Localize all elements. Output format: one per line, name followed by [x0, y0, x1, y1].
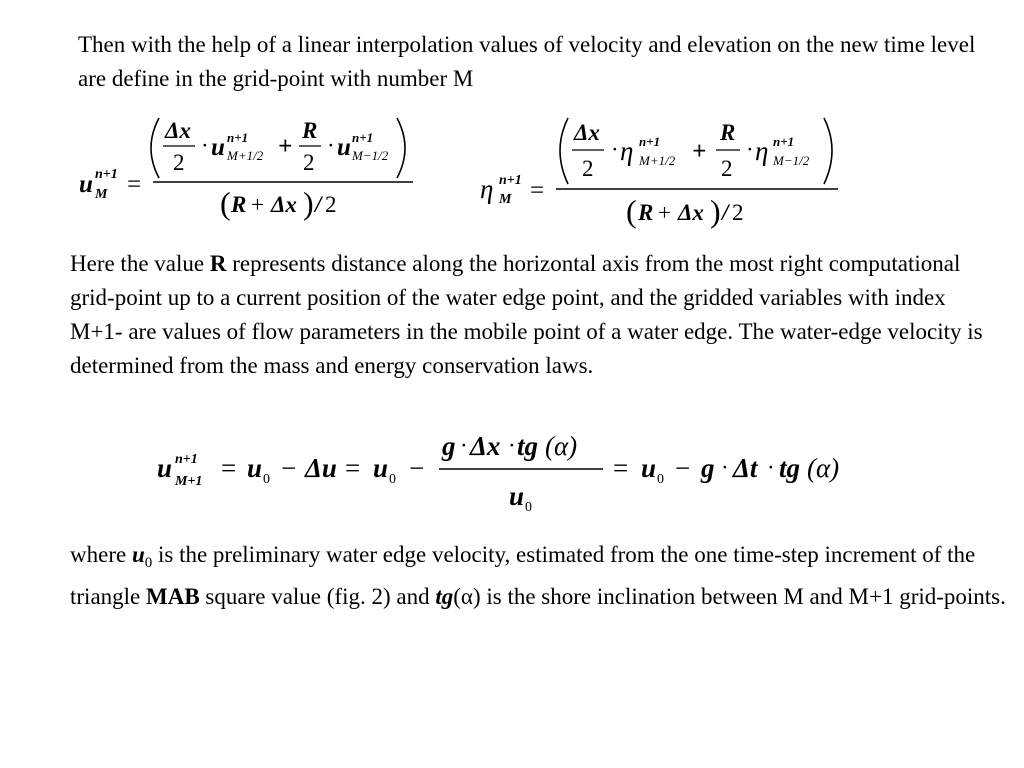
f2-dot-b: ·	[746, 137, 754, 162]
f3-dt: Δt	[733, 453, 758, 483]
p3-u0	[131, 542, 153, 571]
f1-den-R: R	[231, 192, 247, 217]
f2-two-a: 2	[582, 156, 594, 181]
f1-den-plus: +	[251, 192, 264, 217]
f2-eta-a: η	[620, 136, 634, 166]
f1-two-b: 2	[303, 150, 315, 175]
p3-tg: tg	[435, 584, 454, 609]
f3-den-u: u	[509, 481, 525, 511]
f1-sub-b: M−1/2	[352, 148, 389, 163]
f3-u0-c-sub: 0	[657, 472, 664, 487]
description-paragraph	[70, 247, 1000, 383]
p3-u0-letter: u	[131, 542, 145, 567]
f2-den-R: R	[638, 200, 654, 225]
f1-plus: +	[278, 133, 293, 160]
p3-bold-MAB: MAB	[146, 584, 200, 609]
p3-where: where	[70, 542, 132, 567]
f1-dot-b: ·	[327, 133, 335, 158]
intro-paragraph: Then with the help of a linear interpolation values of velocity and elevation on the new time level are define in the grid-point with number M	[78, 32, 976, 91]
f2-lhs-sub: M	[499, 192, 512, 207]
f1-den-rparen: )	[303, 185, 314, 221]
f2-den-plus: +	[658, 200, 671, 225]
f1-sub-a: M+1/2	[227, 148, 264, 163]
f3-g: g	[442, 431, 456, 461]
f1-dx: Δx	[165, 118, 191, 143]
f2-R: R	[720, 120, 736, 145]
f3-du: Δu	[305, 453, 337, 483]
where-paragraph	[70, 538, 1010, 614]
f3-u: u	[157, 453, 173, 483]
f2-eta-b: η	[755, 136, 769, 166]
f3-sup: n+1	[175, 452, 198, 467]
f3-dot-3: ·	[721, 455, 729, 480]
p3-alpha: (α)	[453, 584, 481, 609]
f2-sub-b: M−1/2	[773, 153, 810, 168]
f2-den-two: 2	[732, 200, 744, 225]
f2-plus: +	[692, 138, 707, 165]
f3-sub: M+1	[175, 474, 203, 489]
f3-g-2: g	[701, 453, 715, 483]
p2-text-a: Here the value	[70, 251, 210, 276]
f3-tg: tg	[517, 431, 539, 461]
f3-alpha: (α)	[545, 431, 578, 461]
p3-text-c: is the shore inclination between M and M+1 grid-points.	[480, 584, 1006, 609]
f1-den-lparen: (	[220, 185, 231, 221]
f3-eq-3: =	[613, 453, 629, 483]
f2-left-paren	[560, 118, 568, 184]
f1-two-a: 2	[173, 150, 185, 175]
f1-dot-a: ·	[201, 133, 209, 158]
f1-den-slash: /	[315, 192, 322, 217]
f2-den-dx: Δx	[678, 200, 704, 225]
f1-left-paren	[151, 118, 159, 178]
f2-sup-b: n+1	[773, 134, 795, 149]
f3-dot-1: ·	[460, 433, 468, 458]
p3-text-a: is the preliminary water edge velocity, estimated from the one time-step increment of the triangle	[70, 542, 976, 609]
f1-equals: =	[127, 171, 142, 198]
f3-dot-4: ·	[767, 455, 775, 480]
f2-sup-a: n+1	[639, 134, 661, 149]
formula-water-edge-velocity	[155, 425, 875, 525]
p2-text-b: represents distance along the horizontal axis from the most right computational grid-point up to a current position of the water edge point, and the gridded variables with index M+1- are values of flow parameters in the mobile point of a water edge. The water-edge velocity is determined from the mass and energy conservation laws.	[70, 251, 983, 378]
f3-u0-a: u	[247, 453, 263, 483]
f2-den-lparen: (	[626, 193, 637, 229]
f3-minus-2: −	[409, 453, 425, 483]
f1-sup-a: n+1	[227, 130, 249, 145]
f1-lhs-u: u	[79, 171, 93, 198]
f3-dx: Δx	[470, 431, 501, 461]
f3-u0-b: u	[373, 453, 389, 483]
f3-dot-2: ·	[508, 433, 516, 458]
f2-two-b: 2	[721, 156, 733, 181]
f1-right-paren	[397, 118, 405, 178]
p3-u0-sub: 0	[144, 555, 153, 571]
f2-dx: Δx	[574, 120, 600, 145]
f2-lhs-eta: η	[480, 174, 494, 204]
f3-minus-1: −	[281, 453, 297, 483]
p2-bold-R: R	[209, 251, 227, 276]
f1-sup-b: n+1	[352, 130, 374, 145]
f2-equals: =	[530, 177, 545, 204]
f2-den-slash: /	[722, 200, 729, 225]
f1-u-b: u	[337, 134, 351, 161]
f3-den-u-sub: 0	[525, 500, 532, 515]
f1-den-two: 2	[325, 192, 337, 217]
f3-u0-c: u	[641, 453, 657, 483]
f3-tg-2: tg	[779, 453, 801, 483]
f1-u-a: u	[211, 134, 225, 161]
f1-R: R	[302, 118, 318, 143]
f2-dot-a: ·	[611, 137, 619, 162]
p3-text-b: square value (fig. 2) and	[199, 584, 436, 609]
f3-minus-3: −	[675, 453, 691, 483]
f2-lhs-sup: n+1	[499, 173, 522, 188]
f3-eq-1: =	[221, 453, 237, 483]
formula-velocity-interpolation	[75, 110, 420, 230]
f2-sub-a: M+1/2	[639, 153, 676, 168]
f2-right-paren	[824, 118, 832, 184]
f1-den-dx: Δx	[271, 192, 297, 217]
f1-lhs-sub: M	[95, 187, 108, 202]
f3-u0-a-sub: 0	[263, 472, 270, 487]
formula-elevation-interpolation	[480, 110, 845, 235]
f3-eq-2: =	[345, 453, 361, 483]
f2-den-rparen: )	[710, 193, 721, 229]
f1-lhs-sup: n+1	[95, 167, 118, 182]
f3-alpha-2: (α)	[807, 453, 840, 483]
f3-u0-b-sub: 0	[389, 472, 396, 487]
